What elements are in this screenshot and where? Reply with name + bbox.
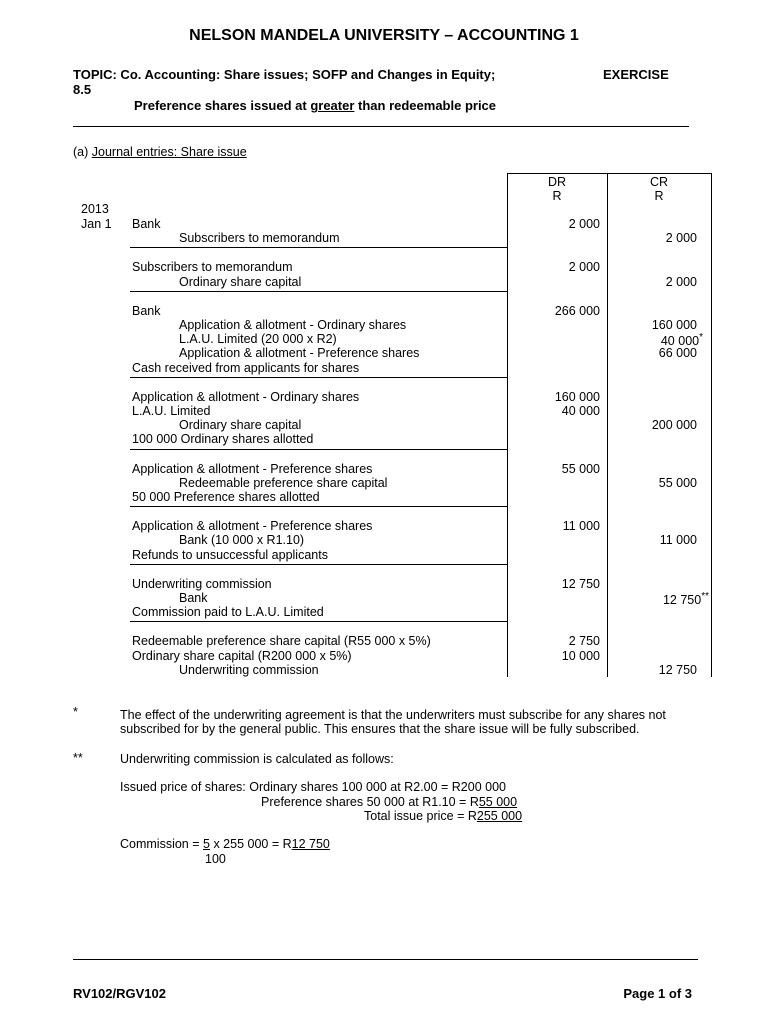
entry-description: Subscribers to memorandum <box>179 231 340 246</box>
credit-value: 55 000 <box>658 475 697 490</box>
debit-amount: 2 000 <box>568 260 600 275</box>
calc-text: x 255 000 = R <box>209 837 292 851</box>
section-prefix: (a) <box>73 145 92 159</box>
calc-text: Commission = <box>120 837 204 851</box>
calc-text: Preference shares 50 000 at R1.10 = R <box>261 795 479 809</box>
entry-description: Bank <box>132 217 161 231</box>
entry-description: L.A.U. Limited <box>132 404 211 418</box>
entry-description: Bank <box>132 303 161 318</box>
entry-separator <box>130 377 507 378</box>
debit-amount: 55 000 <box>561 461 600 476</box>
entry-description: Redeemable preference share capital (R55 000 x 5%) <box>132 634 431 649</box>
credit-amount <box>652 418 697 432</box>
debit-amount: 12 750 <box>561 576 600 591</box>
entry-description: 100 000 Ordinary shares allotted <box>132 432 314 447</box>
credit-value: 11 000 <box>659 533 697 548</box>
footnote-text: Underwriting commission is calculated as follows: <box>120 752 394 766</box>
commission-denominator: 100 <box>205 852 226 866</box>
entry-description: Subscribers to memorandum <box>132 260 293 275</box>
credit-value: 12 750 <box>662 593 702 608</box>
credit-value: 2 000 <box>665 231 697 246</box>
footer-divider <box>73 959 161 960</box>
entry-description: Application & allotment - Ordinary shares <box>132 389 360 404</box>
debit-amount: 266 000 <box>554 303 600 318</box>
entry-separator <box>130 621 507 622</box>
entry-description: L.A.U. Limited (20 000 x R2) <box>179 332 337 347</box>
entry-description: Redeemable preference share capital <box>179 475 388 490</box>
page-title: NELSON MANDELA UNIVERSITY – ACCOUNTING 1 <box>189 27 579 44</box>
exercise-number: 8.5 <box>73 82 92 97</box>
entry-description: Application & allotment - Ordinary shares <box>179 318 407 332</box>
credit-value: 2 000 <box>665 274 697 289</box>
credit-value: 160 000 <box>651 318 697 332</box>
footnote-text: subscribed for by the general public. This ensures that the share issue will be fully subscribed. <box>120 722 640 736</box>
credit-value: 40 000 <box>660 334 700 349</box>
debit-amount: 10 000 <box>561 648 600 663</box>
debit-amount: 40 000 <box>561 404 600 418</box>
entry-description: Application & allotment - Preference shares <box>132 519 373 534</box>
entry-separator <box>130 291 507 292</box>
credit-amount <box>659 663 697 677</box>
commission-numerator: 5 <box>203 837 210 851</box>
credit-amount <box>652 318 697 332</box>
entry-description: Refunds to unsuccessful applicants <box>132 547 328 562</box>
cr-unit: R <box>654 189 664 203</box>
entry-description: Underwriting commission <box>132 576 272 591</box>
footnote-star: * <box>73 705 78 719</box>
calc-text: Total issue price = R <box>364 809 477 823</box>
debit-amount: 2 750 <box>568 634 600 649</box>
footnote-text: The effect of the underwriting agreement is that the underwriters must subscribe for any shares not <box>120 708 666 722</box>
entry-description: Ordinary share capital <box>179 274 302 289</box>
debit-amount: 11 000 <box>562 519 600 534</box>
credit-amount <box>660 533 697 547</box>
footnote-marker: ** <box>701 591 709 602</box>
entry-description: Commission paid to L.A.U. Limited <box>132 605 324 620</box>
credit-amount <box>666 231 697 245</box>
entry-separator <box>130 564 507 565</box>
subtitle-part: Preference shares issued at <box>134 98 311 113</box>
debit-amount: 2 000 <box>568 217 600 231</box>
entry-description: Application & allotment - Preference shares <box>132 461 373 476</box>
credit-amount <box>666 275 697 289</box>
commission-result: 12 750 <box>291 837 330 851</box>
calc-value: 255 000 <box>476 809 523 823</box>
dr-header: DR <box>547 175 567 189</box>
credit-value: 200 000 <box>651 418 697 433</box>
cr-header: CR <box>649 175 669 189</box>
footnote-marker: * <box>699 332 703 344</box>
page-number: Page 1 of 3 <box>623 986 692 1001</box>
entry-description: Ordinary share capital <box>179 418 302 433</box>
dr-unit: R <box>552 189 562 203</box>
entry-separator <box>130 449 507 450</box>
credit-amount <box>659 476 697 490</box>
entry-date: Jan 1 <box>81 217 112 231</box>
dr-column-border <box>507 173 508 677</box>
footnote-star: ** <box>73 751 83 765</box>
subtitle-part: than redeemable price <box>354 98 497 113</box>
credit-value: 12 750 <box>658 662 697 677</box>
topic-line: TOPIC: Co. Accounting: Share issues; SOFP and Changes in Equity; <box>73 67 496 82</box>
cr-column-border <box>607 173 608 677</box>
entry-description: 50 000 Preference shares allotted <box>132 490 320 504</box>
section-title: Journal entries: Share issue <box>91 145 247 159</box>
table-top-border <box>507 173 712 174</box>
calc-value: 55 000 <box>478 795 518 809</box>
calc-total <box>364 809 522 823</box>
table-right-border <box>711 173 712 677</box>
course-code: RV102/RGV102 <box>73 986 166 1001</box>
entry-separator <box>130 247 507 248</box>
entry-description: Bank <box>179 591 208 605</box>
commission-formula <box>120 837 330 851</box>
calc-ordinary: Issued price of shares: Ordinary shares 100 000 at R2.00 = R200 000 <box>120 780 506 794</box>
credit-amount <box>659 346 697 360</box>
entry-description: Ordinary share capital (R200 000 x 5%) <box>132 648 352 663</box>
exercise-label: EXERCISE <box>603 67 669 82</box>
entry-separator <box>130 506 507 507</box>
footer-divider <box>161 959 698 960</box>
credit-amount <box>663 591 709 607</box>
calc-preference <box>261 795 517 809</box>
debit-amount: 160 000 <box>554 389 600 404</box>
entry-description: Application & allotment - Preference shares <box>179 346 420 361</box>
subtitle-emphasis: greater <box>310 98 355 113</box>
entry-description: Cash received from applicants for shares <box>132 360 360 375</box>
entry-year: 2013 <box>81 202 109 216</box>
entry-description: Bank (10 000 x R1.10) <box>179 533 305 548</box>
credit-value: 66 000 <box>658 346 697 361</box>
entry-description: Underwriting commission <box>179 662 319 677</box>
